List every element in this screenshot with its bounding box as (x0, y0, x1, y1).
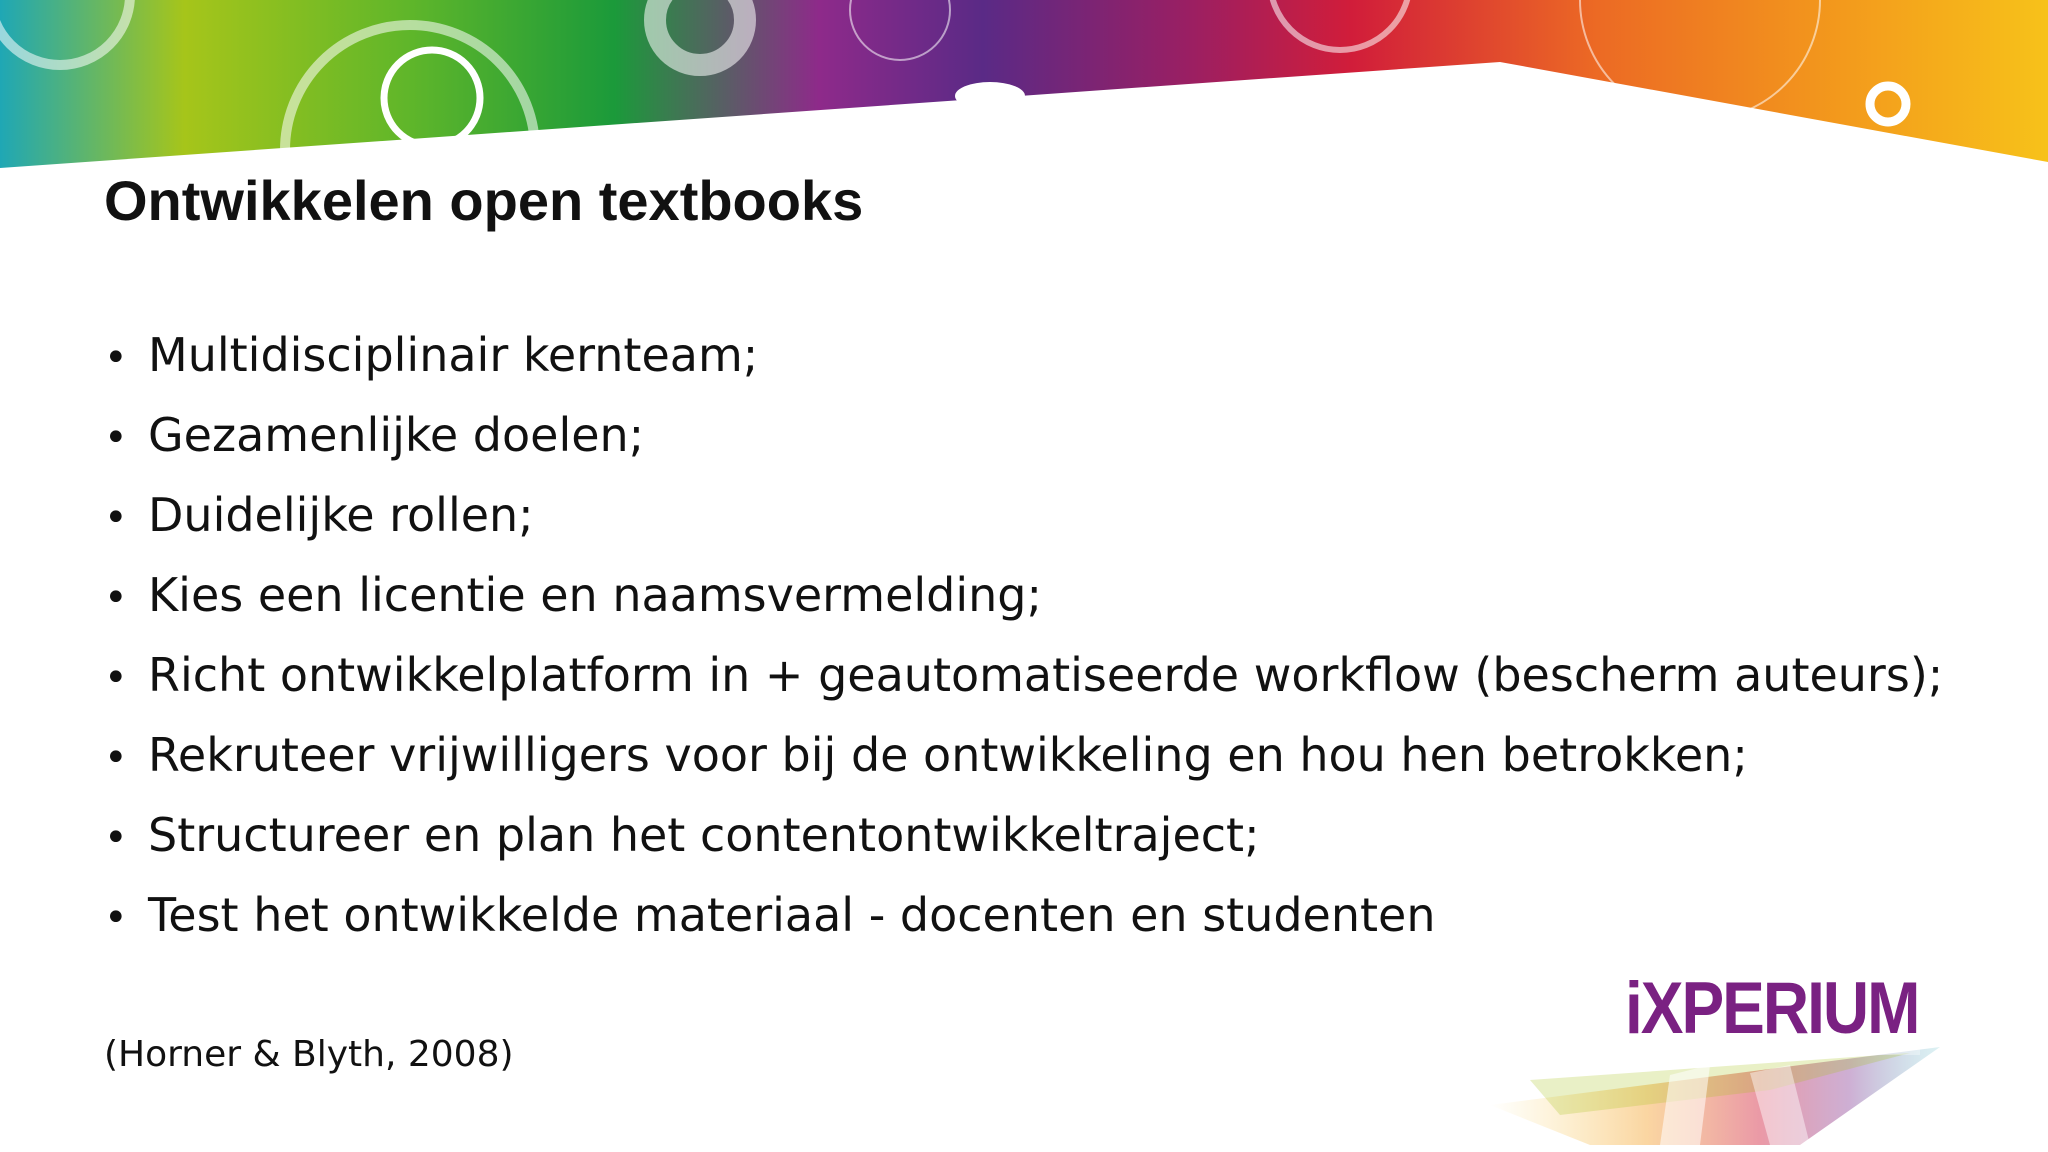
list-item (104, 408, 1943, 488)
list-item (104, 568, 1943, 648)
rainbow-header-band (0, 0, 2048, 170)
bullet-icon: • (104, 575, 128, 621)
citation: (Horner & Blyth, 2008) (104, 1034, 514, 1075)
bullet-text: Structureer en plan het contentontwikkeltraject; (148, 808, 1260, 862)
bullet-text: Kies een licentie en naamsvermelding; (148, 568, 1042, 622)
bullet-text: Gezamenlijke doelen; (148, 408, 645, 462)
bullet-list (104, 328, 1943, 968)
bullet-icon: • (104, 815, 128, 861)
bullet-text: Duidelijke rollen; (148, 488, 534, 542)
bullet-icon: • (104, 655, 128, 701)
list-item (104, 488, 1943, 568)
list-item (104, 728, 1943, 808)
bullet-icon: • (104, 735, 128, 781)
ixperium-logo (1470, 955, 1948, 1145)
logo-wordmark: iXPERIUM (1625, 966, 1919, 1049)
bullet-icon: • (104, 895, 128, 941)
list-item (104, 648, 1943, 728)
bullet-text: Test het ontwikkelde materiaal - docenten en studenten (148, 888, 1436, 942)
list-item (104, 328, 1943, 408)
bullet-text: Rekruteer vrijwilligers voor bij de ontwikkeling en hou hen betrokken; (148, 728, 1748, 782)
bullet-icon: • (104, 495, 128, 541)
slide-title: Ontwikkelen open textbooks (104, 169, 864, 232)
bullet-text: Multidisciplinair kernteam; (148, 328, 759, 382)
bullet-icon: • (104, 415, 128, 461)
list-item (104, 808, 1943, 888)
bullet-text: Richt ontwikkelplatform in + geautomatiseerde workflow (bescherm auteurs); (148, 648, 1944, 702)
bullet-icon: • (104, 335, 128, 381)
